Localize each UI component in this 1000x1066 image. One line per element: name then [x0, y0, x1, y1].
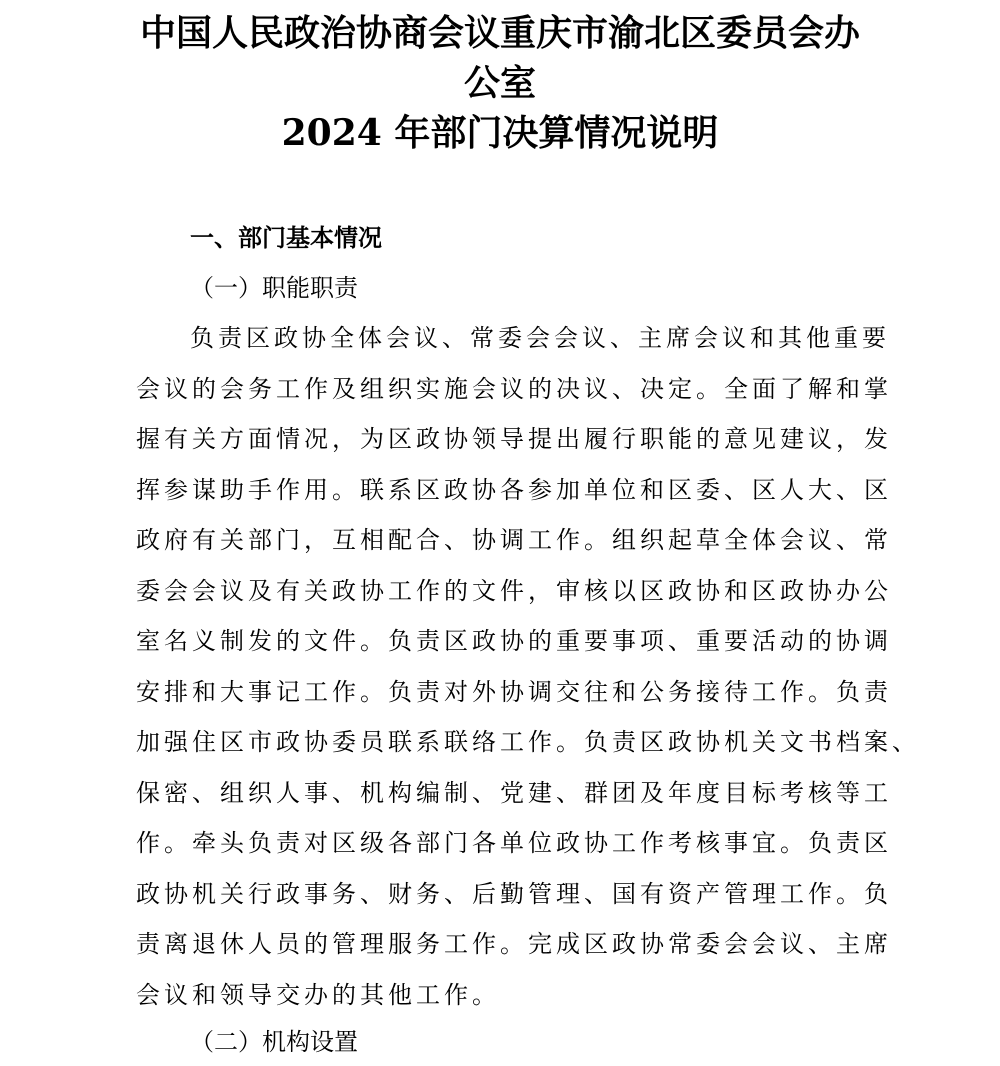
paragraph-line: 安排和大事记工作。负责对外协调交往和公务接待工作。负责: [136, 677, 892, 706]
paragraph-line: 政府有关部门，互相配合、协调工作。组织起草全体会议、常: [136, 526, 892, 554]
paragraph-line: 会议和领导交办的其他工作。: [136, 980, 500, 1009]
paragraph-line: 握有关方面情况，为区政协领导提出履行职能的意见建议，发: [136, 425, 892, 453]
paragraph-line: 作。牵头负责对区级各部门各单位政协工作考核事宜。负责区: [136, 829, 892, 857]
paragraph-line: 责离退休人员的管理服务工作。完成区政协常委会会议、主席: [136, 930, 892, 958]
section-heading-basic-info: 一、部门基本情况: [190, 224, 382, 252]
subsection-heading-duties: （一）职能职责: [190, 274, 358, 302]
paragraph-line: 加强住区市政协委员联系联络工作。负责区政协机关文书档案、: [136, 728, 920, 756]
title-line-3: 2024 年部门决算情况说明: [281, 112, 719, 154]
subsection-heading-organization: （二）机构设置: [190, 1028, 358, 1056]
paragraph-line: 挥参谋助手作用。联系区政协各参加单位和区委、区人大、区: [136, 475, 892, 504]
paragraph-line: 负责区政协全体会议、常委会会议、主席会议和其他重要: [190, 324, 890, 352]
paragraph-line: 室名义制发的文件。负责区政协的重要事项、重要活动的协调: [136, 627, 892, 655]
title-line-1: 中国人民政治协商会议重庆市渝北区委员会办: [139, 12, 860, 54]
duties-paragraph: [136, 320, 920, 1027]
paragraph-line: 会议的会务工作及组织实施会议的决议、决定。全面了解和掌: [136, 374, 892, 403]
document-title: [120, 8, 880, 158]
paragraph-line: 政协机关行政事务、财务、后勤管理、国有资产管理工作。负: [136, 879, 892, 908]
title-line-2: 公室: [463, 62, 536, 104]
paragraph-line: 保密、组织人事、机构编制、党建、群团及年度目标考核等工: [136, 778, 892, 807]
paragraph-line: 委会会议及有关政协工作的文件，审核以区政协和区政协办公: [136, 576, 892, 605]
